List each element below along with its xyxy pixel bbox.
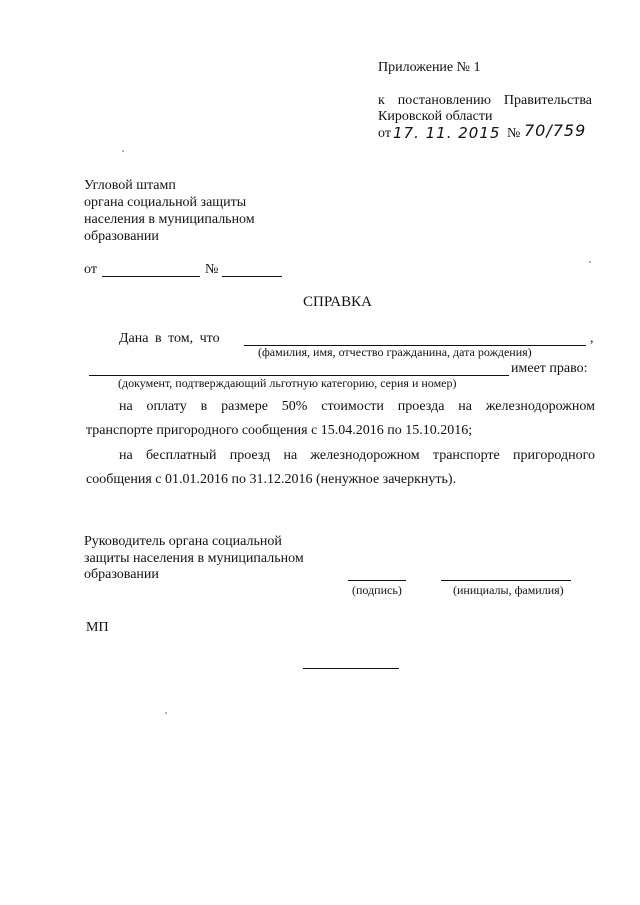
date-field-line bbox=[102, 276, 200, 277]
has-right-label: имеет право: bbox=[511, 361, 588, 376]
stamp-line4: образовании bbox=[84, 229, 159, 244]
appendix-line1: к постановлению Правительства bbox=[378, 93, 592, 108]
scan-speck bbox=[122, 150, 124, 152]
bottom-separator bbox=[303, 668, 399, 669]
scan-speck bbox=[165, 712, 167, 714]
stamp-line3: населения в муниципальном bbox=[84, 212, 255, 227]
stamp-line1: Угловой штамп bbox=[84, 178, 176, 193]
from-label: от bbox=[84, 262, 97, 277]
paragraph1-line2: транспорте пригородного сообщения с 15.04.2016 по 15.10.2016; bbox=[86, 423, 473, 438]
number-field-line bbox=[222, 276, 282, 277]
caption-document: (документ, подтверждающий льготную категорию, серия и номер) bbox=[118, 376, 457, 390]
page-title: СПРАВКА bbox=[303, 294, 372, 310]
caption-signature: (подпись) bbox=[352, 583, 402, 597]
appendix-from-prefix: от bbox=[378, 126, 391, 141]
signature-line2: защиты населения в муниципальном bbox=[84, 551, 304, 566]
signature-field-line bbox=[348, 580, 406, 581]
stamp-line2: органа социальной защиты bbox=[84, 195, 247, 210]
appendix-number-prefix: № bbox=[507, 126, 521, 141]
name-field-line bbox=[441, 580, 571, 581]
appendix-line2: Кировской области bbox=[378, 109, 493, 124]
signature-line1: Руководитель органа социальной bbox=[84, 534, 282, 549]
paragraph1-line1: на оплату в размере 50% стоимости проезда на железнодорожном bbox=[119, 399, 595, 414]
seal-place-label: МП bbox=[86, 620, 109, 635]
appendix-handwritten-number: 70/759 bbox=[524, 121, 587, 140]
caption-initials: (инициалы, фамилия) bbox=[453, 583, 564, 597]
paragraph2-line1: на бесплатный проезд на железнодорожном транспорте пригородного bbox=[119, 448, 595, 463]
comma: , bbox=[590, 331, 594, 346]
caption-fio: (фамилия, имя, отчество гражданина, дата рождения) bbox=[258, 345, 532, 359]
number-label: № bbox=[205, 262, 219, 277]
paragraph2-line2: сообщения с 01.01.2016 по 31.12.2016 (ненужное зачеркнуть). bbox=[86, 472, 457, 487]
given-intro: Дана в том, что bbox=[119, 331, 220, 346]
appendix-handwritten-date: 17. 11. 2015 bbox=[393, 124, 501, 142]
appendix-title: Приложение № 1 bbox=[378, 60, 481, 75]
scan-speck bbox=[589, 261, 591, 263]
signature-line3: образовании bbox=[84, 567, 159, 582]
